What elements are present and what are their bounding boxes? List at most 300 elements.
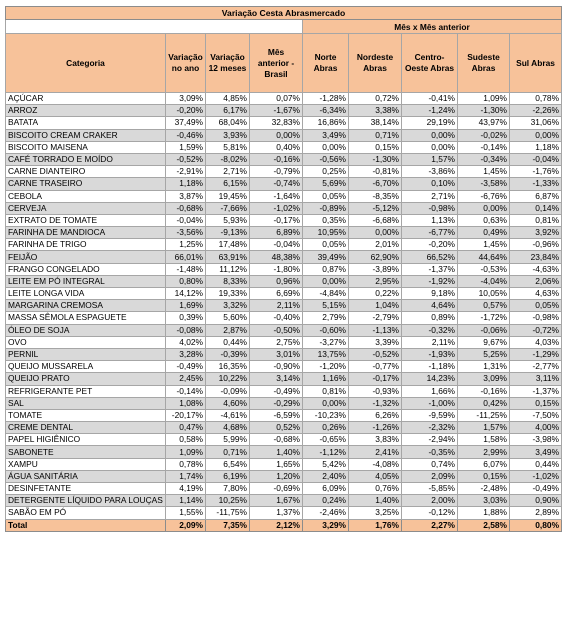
value-cell: 4,03%: [510, 336, 562, 348]
value-cell: 0,63%: [458, 214, 510, 226]
value-cell: -0,16%: [458, 385, 510, 397]
table-row: [6, 324, 562, 336]
table-row: [6, 141, 562, 153]
table-row: [6, 361, 562, 373]
value-cell: -7,50%: [510, 409, 562, 421]
value-cell: -3,27%: [303, 336, 349, 348]
value-cell: -8,02%: [206, 153, 250, 165]
value-cell: 1,57%: [458, 422, 510, 434]
value-cell: -6,34%: [303, 105, 349, 117]
value-cell: 2,00%: [402, 495, 458, 507]
value-cell: 3,49%: [510, 446, 562, 458]
category-cell: QUEIJO PRATO: [6, 373, 166, 385]
value-cell: -6,77%: [402, 227, 458, 239]
value-cell: -4,61%: [206, 409, 250, 421]
value-cell: -0,29%: [250, 397, 303, 409]
value-cell: 2,95%: [349, 275, 402, 287]
value-cell: -0,02%: [458, 129, 510, 141]
value-cell: 0,07%: [250, 93, 303, 105]
value-cell: -3,58%: [458, 178, 510, 190]
value-cell: 3,01%: [250, 348, 303, 360]
value-cell: 0,00%: [303, 141, 349, 153]
value-cell: 0,00%: [458, 202, 510, 214]
table-row: [6, 105, 562, 117]
value-cell: -1,33%: [510, 178, 562, 190]
value-cell: 4,68%: [206, 422, 250, 434]
value-cell: 0,96%: [250, 275, 303, 287]
value-cell: 2,41%: [349, 446, 402, 458]
value-cell: -1,24%: [402, 105, 458, 117]
value-cell: -0,32%: [402, 324, 458, 336]
value-cell: 2,45%: [166, 373, 206, 385]
category-cell: QUEIJO MUSSARELA: [6, 361, 166, 373]
value-cell: 32,83%: [250, 117, 303, 129]
value-cell: -0,53%: [458, 263, 510, 275]
value-cell: -0,17%: [349, 373, 402, 385]
value-cell: 0,76%: [349, 483, 402, 495]
category-cell: SABÃO EM PÓ: [6, 507, 166, 519]
value-cell: -0,09%: [206, 385, 250, 397]
value-cell: 0,00%: [510, 129, 562, 141]
total-cell: 3,29%: [303, 519, 349, 531]
category-cell: LEITE EM PÓ INTEGRAL: [6, 275, 166, 287]
value-cell: -11,75%: [206, 507, 250, 519]
value-cell: -0,74%: [250, 178, 303, 190]
value-cell: 2,09%: [402, 470, 458, 482]
value-cell: 1,69%: [166, 300, 206, 312]
table-row: [6, 300, 562, 312]
value-cell: 0,00%: [402, 129, 458, 141]
value-cell: 1,09%: [166, 446, 206, 458]
value-cell: -4,08%: [349, 458, 402, 470]
value-cell: 1,04%: [349, 300, 402, 312]
value-cell: -0,20%: [402, 239, 458, 251]
value-cell: 1,18%: [510, 141, 562, 153]
value-cell: -0,49%: [250, 385, 303, 397]
table-row: [6, 214, 562, 226]
table-row: [6, 458, 562, 470]
value-cell: 6,07%: [458, 458, 510, 470]
value-cell: 1,37%: [250, 507, 303, 519]
value-cell: -1,02%: [510, 470, 562, 482]
table-row: [6, 446, 562, 458]
value-cell: 2,99%: [458, 446, 510, 458]
value-cell: -0,12%: [402, 507, 458, 519]
group-header-month-vs-previous: Mês x Mês anterior: [303, 20, 562, 34]
value-cell: -0,65%: [303, 434, 349, 446]
value-cell: 1,65%: [250, 458, 303, 470]
value-cell: 0,78%: [166, 458, 206, 470]
category-cell: SAL: [6, 397, 166, 409]
value-cell: -0,52%: [349, 348, 402, 360]
value-cell: -0,49%: [166, 361, 206, 373]
table-row: [6, 507, 562, 519]
value-cell: 43,97%: [458, 117, 510, 129]
category-cell: MASSA SÊMOLA ESPAGUETE: [6, 312, 166, 324]
value-cell: 4,05%: [349, 470, 402, 482]
value-cell: -4,84%: [303, 288, 349, 300]
value-cell: 68,04%: [206, 117, 250, 129]
value-cell: 3,28%: [166, 348, 206, 360]
value-cell: 2,87%: [206, 324, 250, 336]
value-cell: 1,08%: [166, 397, 206, 409]
value-cell: -1,12%: [303, 446, 349, 458]
col-header-categoria: Categoria: [6, 34, 166, 93]
value-cell: -0,14%: [166, 385, 206, 397]
value-cell: 1,58%: [458, 434, 510, 446]
category-cell: FARINHA DE TRIGO: [6, 239, 166, 251]
col-header-sul: Sul Abras: [510, 34, 562, 93]
table-row: [6, 263, 562, 275]
value-cell: 0,58%: [166, 434, 206, 446]
value-cell: 3,83%: [349, 434, 402, 446]
value-cell: 44,64%: [458, 251, 510, 263]
value-cell: -2,46%: [303, 507, 349, 519]
value-cell: 0,87%: [303, 263, 349, 275]
value-cell: -0,40%: [250, 312, 303, 324]
table-row: [6, 239, 562, 251]
value-cell: 0,15%: [349, 141, 402, 153]
value-cell: 3,92%: [510, 227, 562, 239]
value-cell: 2,01%: [349, 239, 402, 251]
value-cell: 0,90%: [510, 495, 562, 507]
category-cell: CARNE TRASEIRO: [6, 178, 166, 190]
value-cell: 4,63%: [510, 288, 562, 300]
value-cell: 0,57%: [458, 300, 510, 312]
value-cell: 0,26%: [303, 422, 349, 434]
table-row: [6, 117, 562, 129]
value-cell: 2,79%: [303, 312, 349, 324]
table-row: [6, 251, 562, 263]
value-cell: 0,52%: [250, 422, 303, 434]
total-row: [6, 519, 562, 531]
value-cell: -0,14%: [458, 141, 510, 153]
col-header-variacao-ano: Variação no ano: [166, 34, 206, 93]
value-cell: 0,47%: [166, 422, 206, 434]
value-cell: -0,68%: [166, 202, 206, 214]
value-cell: -9,13%: [206, 227, 250, 239]
value-cell: -1,20%: [303, 361, 349, 373]
value-cell: 4,02%: [166, 336, 206, 348]
category-cell: DETERGENTE LÍQUIDO PARA LOUÇAS: [6, 495, 166, 507]
total-cell: 2,58%: [458, 519, 510, 531]
value-cell: 13,75%: [303, 348, 349, 360]
value-cell: 14,23%: [402, 373, 458, 385]
value-cell: 4,64%: [402, 300, 458, 312]
value-cell: 5,69%: [303, 178, 349, 190]
value-cell: 1,40%: [250, 446, 303, 458]
value-cell: 1,66%: [402, 385, 458, 397]
category-cell: XAMPU: [6, 458, 166, 470]
value-cell: 0,74%: [402, 458, 458, 470]
value-cell: 19,45%: [206, 190, 250, 202]
value-cell: -3,86%: [402, 166, 458, 178]
table-row: [6, 495, 562, 507]
table-row: [6, 190, 562, 202]
value-cell: -1,72%: [458, 312, 510, 324]
table-row: [6, 202, 562, 214]
value-cell: -0,16%: [250, 153, 303, 165]
total-cell: 2,27%: [402, 519, 458, 531]
value-cell: 3,14%: [250, 373, 303, 385]
value-cell: -2,32%: [402, 422, 458, 434]
value-cell: 16,86%: [303, 117, 349, 129]
category-cell: CERVEJA: [6, 202, 166, 214]
header-spacer: [6, 20, 303, 34]
value-cell: 3,11%: [510, 373, 562, 385]
value-cell: 6,19%: [206, 470, 250, 482]
value-cell: -0,96%: [510, 239, 562, 251]
value-cell: -0,52%: [166, 153, 206, 165]
value-cell: 2,71%: [206, 166, 250, 178]
category-cell: MARGARINA CREMOSA: [6, 300, 166, 312]
value-cell: 17,48%: [206, 239, 250, 251]
value-cell: 3,39%: [349, 336, 402, 348]
value-cell: 0,72%: [349, 93, 402, 105]
value-cell: 10,05%: [458, 288, 510, 300]
value-cell: 4,19%: [166, 483, 206, 495]
value-cell: 62,90%: [349, 251, 402, 263]
value-cell: 0,49%: [458, 227, 510, 239]
value-cell: 1,18%: [166, 178, 206, 190]
value-cell: -0,46%: [166, 129, 206, 141]
value-cell: 39,49%: [303, 251, 349, 263]
table-row: [6, 434, 562, 446]
category-cell: BISCOITO MAISENA: [6, 141, 166, 153]
value-cell: 11,12%: [206, 263, 250, 275]
value-cell: 1,20%: [250, 470, 303, 482]
value-cell: -1,92%: [402, 275, 458, 287]
value-cell: 0,71%: [349, 129, 402, 141]
value-cell: 1,45%: [458, 166, 510, 178]
table-row: [6, 348, 562, 360]
value-cell: 0,24%: [303, 495, 349, 507]
value-cell: -1,28%: [303, 93, 349, 105]
value-cell: 3,87%: [166, 190, 206, 202]
value-cell: 10,95%: [303, 227, 349, 239]
value-cell: 2,75%: [250, 336, 303, 348]
table-row: [6, 385, 562, 397]
value-cell: 0,89%: [402, 312, 458, 324]
category-cell: CAFÉ TORRADO E MOÍDO: [6, 153, 166, 165]
table-row: [6, 397, 562, 409]
total-cell: 7,35%: [206, 519, 250, 531]
value-cell: 4,00%: [510, 422, 562, 434]
value-cell: 0,15%: [510, 397, 562, 409]
value-cell: 2,11%: [402, 336, 458, 348]
value-cell: 1,40%: [349, 495, 402, 507]
value-cell: -1,93%: [402, 348, 458, 360]
value-cell: 1,13%: [402, 214, 458, 226]
value-cell: 0,00%: [402, 141, 458, 153]
value-cell: 8,33%: [206, 275, 250, 287]
value-cell: 66,01%: [166, 251, 206, 263]
value-cell: 0,81%: [510, 214, 562, 226]
value-cell: 5,60%: [206, 312, 250, 324]
table-row: [6, 373, 562, 385]
value-cell: -2,77%: [510, 361, 562, 373]
value-cell: 10,25%: [206, 495, 250, 507]
table-row: [6, 166, 562, 178]
value-cell: -1,37%: [510, 385, 562, 397]
value-cell: 6,87%: [510, 190, 562, 202]
value-cell: -0,17%: [250, 214, 303, 226]
value-cell: -1,64%: [250, 190, 303, 202]
value-cell: -2,79%: [349, 312, 402, 324]
value-cell: -2,48%: [458, 483, 510, 495]
value-cell: 1,88%: [458, 507, 510, 519]
value-cell: -0,04%: [250, 239, 303, 251]
category-cell: OVO: [6, 336, 166, 348]
value-cell: -0,06%: [458, 324, 510, 336]
value-cell: 0,00%: [349, 227, 402, 239]
value-cell: -0,89%: [303, 202, 349, 214]
value-cell: 5,42%: [303, 458, 349, 470]
table-container: [5, 6, 561, 532]
value-cell: -1,76%: [510, 166, 562, 178]
value-cell: -20,17%: [166, 409, 206, 421]
col-header-sudeste: Sudeste Abras: [458, 34, 510, 93]
value-cell: 19,33%: [206, 288, 250, 300]
value-cell: -1,13%: [349, 324, 402, 336]
value-cell: -0,08%: [166, 324, 206, 336]
value-cell: -1,29%: [510, 348, 562, 360]
value-cell: -2,26%: [510, 105, 562, 117]
value-cell: -0,98%: [510, 312, 562, 324]
value-cell: -1,02%: [250, 202, 303, 214]
value-cell: -1,37%: [402, 263, 458, 275]
value-cell: -0,39%: [206, 348, 250, 360]
value-cell: 9,18%: [402, 288, 458, 300]
value-cell: 31,06%: [510, 117, 562, 129]
category-cell: EXTRATO DE TOMATE: [6, 214, 166, 226]
value-cell: 10,22%: [206, 373, 250, 385]
table-row: [6, 153, 562, 165]
value-cell: 0,81%: [303, 385, 349, 397]
value-cell: -1,67%: [250, 105, 303, 117]
category-cell: REFRIGERANTE PET: [6, 385, 166, 397]
value-cell: 4,60%: [206, 397, 250, 409]
value-cell: 1,14%: [166, 495, 206, 507]
value-cell: -4,04%: [458, 275, 510, 287]
value-cell: 6,17%: [206, 105, 250, 117]
value-cell: 6,09%: [303, 483, 349, 495]
column-header-row: [6, 34, 562, 93]
value-cell: 5,25%: [458, 348, 510, 360]
value-cell: 3,25%: [349, 507, 402, 519]
value-cell: -10,23%: [303, 409, 349, 421]
value-cell: -0,35%: [402, 446, 458, 458]
value-cell: 0,05%: [303, 190, 349, 202]
value-cell: 23,84%: [510, 251, 562, 263]
category-cell: TOMATE: [6, 409, 166, 421]
value-cell: -0,20%: [166, 105, 206, 117]
value-cell: -6,68%: [349, 214, 402, 226]
value-cell: 6,54%: [206, 458, 250, 470]
value-cell: 2,06%: [510, 275, 562, 287]
category-cell: BATATA: [6, 117, 166, 129]
value-cell: 0,39%: [166, 312, 206, 324]
table-row: [6, 93, 562, 105]
table-row: [6, 288, 562, 300]
category-cell: FEIJÃO: [6, 251, 166, 263]
value-cell: 6,69%: [250, 288, 303, 300]
value-cell: -0,90%: [250, 361, 303, 373]
value-cell: -1,00%: [402, 397, 458, 409]
value-cell: -2,91%: [166, 166, 206, 178]
category-cell: LEITE LONGA VIDA: [6, 288, 166, 300]
value-cell: 0,14%: [510, 202, 562, 214]
value-cell: 2,40%: [303, 470, 349, 482]
value-cell: -3,98%: [510, 434, 562, 446]
value-cell: -0,72%: [510, 324, 562, 336]
value-cell: 1,59%: [166, 141, 206, 153]
value-cell: 2,11%: [250, 300, 303, 312]
value-cell: -0,50%: [250, 324, 303, 336]
value-cell: -7,66%: [206, 202, 250, 214]
table-row: [6, 336, 562, 348]
value-cell: 3,09%: [458, 373, 510, 385]
value-cell: 1,31%: [458, 361, 510, 373]
value-cell: -3,56%: [166, 227, 206, 239]
col-header-mes-anterior-brasil: Mês anterior - Brasil: [250, 34, 303, 93]
value-cell: 0,80%: [166, 275, 206, 287]
value-cell: -2,94%: [402, 434, 458, 446]
price-variation-table: [5, 6, 562, 532]
col-header-variacao-12-meses: Variação 12 meses: [206, 34, 250, 93]
value-cell: 5,93%: [206, 214, 250, 226]
value-cell: 37,49%: [166, 117, 206, 129]
category-cell: CREME DENTAL: [6, 422, 166, 434]
value-cell: -0,68%: [250, 434, 303, 446]
value-cell: 5,81%: [206, 141, 250, 153]
category-cell: PERNIL: [6, 348, 166, 360]
value-cell: 0,10%: [402, 178, 458, 190]
value-cell: 0,78%: [510, 93, 562, 105]
value-cell: 1,67%: [250, 495, 303, 507]
table-row: [6, 178, 562, 190]
category-cell: SABONETE: [6, 446, 166, 458]
value-cell: -6,76%: [458, 190, 510, 202]
total-cell: 2,09%: [166, 519, 206, 531]
value-cell: 0,00%: [303, 397, 349, 409]
value-cell: 9,67%: [458, 336, 510, 348]
category-cell: FRANGO CONGELADO: [6, 263, 166, 275]
table-row: [6, 470, 562, 482]
table-row: [6, 275, 562, 287]
value-cell: 1,57%: [402, 153, 458, 165]
col-header-centro-oeste: Centro-Oeste Abras: [402, 34, 458, 93]
category-cell: DESINFETANTE: [6, 483, 166, 495]
value-cell: -1,30%: [458, 105, 510, 117]
total-cell: 2,12%: [250, 519, 303, 531]
value-cell: -0,41%: [402, 93, 458, 105]
value-cell: -0,93%: [349, 385, 402, 397]
table-row: [6, 312, 562, 324]
value-cell: 4,85%: [206, 93, 250, 105]
category-cell: CEBOLA: [6, 190, 166, 202]
table-body: [6, 93, 562, 520]
value-cell: -0,56%: [303, 153, 349, 165]
value-cell: 1,55%: [166, 507, 206, 519]
value-cell: -0,81%: [349, 166, 402, 178]
category-cell: PAPEL HIGIÊNICO: [6, 434, 166, 446]
value-cell: 29,19%: [402, 117, 458, 129]
value-cell: 1,16%: [303, 373, 349, 385]
table-title: Variação Cesta Abrasmercado: [6, 7, 562, 20]
value-cell: 3,32%: [206, 300, 250, 312]
category-cell: CARNE DIANTEIRO: [6, 166, 166, 178]
